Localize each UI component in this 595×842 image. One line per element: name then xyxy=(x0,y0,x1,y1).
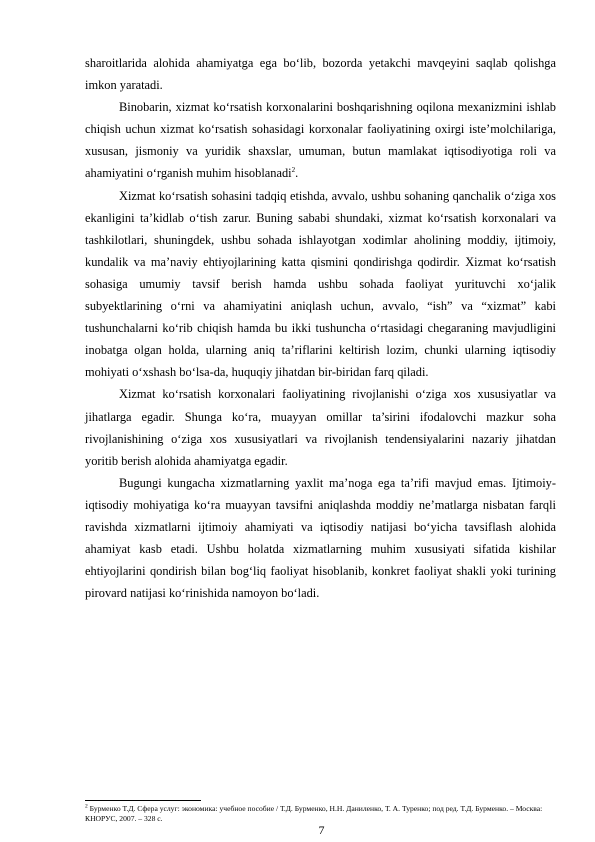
paragraph: Xizmat ko‘rsatish korxonalari faoliyatining rivojlanishi o‘ziga xos xususiyatlar va jihatlarga egadir. Shunga ko‘ra, muayyan omillar ta’sirini ifodalovchi mazkur soha rivojlanishining o‘ziga xos xususiyatlari va rivojlanish tendensiyalarini nazariy jihatdan yoritib berish alohida ahamiyatga egadir. xyxy=(85,387,556,468)
paragraph-tail: . xyxy=(295,166,299,181)
paragraph: Xizmat ko‘rsatish sohasini tadqiq etishda, avvalo, ushbu sohaning qanchalik o‘ziga xos ekanligini ta’kidlab o‘tish zarur. Buning sababi shundaki, xizmat ko‘rsatish korxonalari va tashkilotlari, shuningdek, ushbu sohada ishlayotgan xodimlar aholining moddiy, ijtimoiy, kundalik va ma’naviy ehtiyojlarining katta qismini qondirishga qodirdir. Xizmat ko‘rsatish sohasiga umumiy tavsif berish hamda ushbu sohada faoliyat yurituvchi xo‘jalik subyektlarining o‘rni va ahamiyatini aniqlash uchun, avvalo, “ish” va “xizmat” kabi tushunchalarni ko‘rib chiqish hamda bu ikki tushuncha o‘rtasidagi chegaraning mavjudligini inobatga olgan holda, ularning aniq ta’riflarini keltirish lozim, chunki ularning iqtisodiy mohiyati o‘xshash bo‘lsa-da, huquqiy jihatdan bir-biridan farq qiladi. xyxy=(85,188,556,380)
footnote xyxy=(85,804,560,824)
page-number: 7 xyxy=(318,823,325,837)
paragraph xyxy=(85,96,556,184)
footnote-number: 2 xyxy=(85,803,88,810)
footnote-text: Бурменко Т.Д. Сфера услуг: экономика: учебное пособие / Т.Д. Бурменко, Н.Н. Даниленко, Т. А. Туренко; под ред. Т.Д. Бурменко. – Москва: КНОРУС, 2007. – 328 с. xyxy=(85,804,543,823)
paragraph-text: Binobarin, xizmat ko‘rsatish korxonalarini boshqarishning oqilona mexanizmini ishlab chiqish uchun xizmat ko‘rsatish sohasidagi korxonalar faoliyatining oxirgi iste’molchilariga, xususan, jismoniy va yuridik shaxslar, umuman, butun mamlakat iqtisodiyotiga roli va ahamiyatini o‘rganish muhim hisoblanadi xyxy=(85,100,556,181)
footnote-reference[interactable]: 2 xyxy=(291,166,296,175)
footnote-separator xyxy=(85,800,201,801)
body-text xyxy=(85,52,556,604)
paragraph: Bugungi kungacha xizmatlarning yaxlit ma’noga ega ta’rifi mavjud emas. Ijtimoiy-iqtisodiy mohiyatiga ko‘ra muayyan tavsifni aniqlashda moddiy ne’matlarga nisbatan farqli ravishda xizmatlarni ijtimoiy ahamiyati va iqtisodiy natijasi bo‘yicha tavsiflash alohida ahamiyat kasb etadi. Ushbu holatda xizmatlarning muhim xususiyati sifatida kishilar ehtiyojlarini qondirish bilan bog‘liq faoliyat hisoblanib, konkret faoliyat shakli yoki turining pirovard natijasi ko‘rinishida namoyon bo‘ladi. xyxy=(85,475,556,601)
paragraph: sharoitlarida alohida ahamiyatga ega bo‘lib, bozorda yetakchi mavqeyini saqlab qolishga imkon yaratadi. xyxy=(85,56,556,93)
